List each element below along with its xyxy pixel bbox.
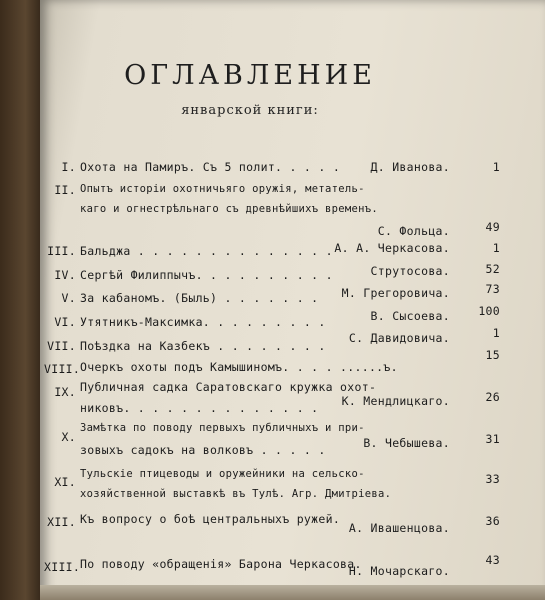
entry-title: Публичная садка Саратовскаго кружка охот- [80, 380, 377, 394]
entry-page: 33 [485, 472, 500, 486]
entry-number: IV. [54, 268, 76, 282]
entry-number: X. [61, 430, 76, 444]
entry-page: 100 [478, 304, 500, 318]
entry-number: II. [54, 183, 76, 197]
entry-number: IX. [54, 385, 76, 399]
entry-author: В. Сысоева. [370, 309, 450, 323]
entry-author: Струтосова. [370, 264, 450, 278]
entry-page: 1 [492, 326, 500, 340]
entry-title: Бальджа . . . . . . . . . . . . . . [80, 244, 333, 258]
entry-title: За кабаномъ. (Быль) . . . . . . . [80, 291, 319, 305]
entry-page: 73 [485, 282, 500, 296]
entry-title: Утятникъ-Максимка. . . . . . . . . [80, 315, 326, 329]
entry-author: К. Мендлицкаго. [341, 394, 450, 408]
entry-title: Очеркъ охоты подъ Камышиномъ. . . . ......ъ. [80, 360, 398, 374]
entry-title: Опытъ исторiи охотничьяго оружiя, метатель- [80, 183, 365, 195]
entry-title: По поводу «обращенiя» Барона Черкасова. [80, 557, 362, 571]
entry-page: 31 [485, 432, 500, 446]
page-title: ОГЛАВЛЕНИЕ [124, 60, 376, 91]
entry-number: XII. [47, 515, 76, 529]
entry-author: М. Грегоровича. [341, 286, 450, 300]
entry-author: А. Ивашенцова. [348, 521, 450, 535]
entry-title-cont: каго и огнестрѣльнаго съ древнѣйшихъ временъ. [80, 203, 378, 215]
page-bottom-edge [40, 585, 545, 600]
entry-title: Охота на Памиръ. Съ 5 полит. . . . . [80, 160, 341, 174]
entry-title-cont: хозяйственной выставкѣ въ Тулѣ. Агр. Дмитрiева. [80, 488, 392, 500]
entry-author: С. Фольца. [377, 224, 450, 238]
entry-number: XI. [54, 475, 76, 489]
entry-number: VII. [47, 339, 76, 353]
entry-page: 1 [492, 160, 500, 174]
entry-page: 52 [485, 262, 500, 276]
entry-page: 15 [485, 348, 500, 362]
entry-title-cont: никовъ. . . . . . . . . . . . . . [80, 401, 319, 415]
entry-title: Сергѣй Филиппычъ. . . . . . . . . . [80, 268, 333, 282]
entry-author: Д. Иванова. [370, 160, 450, 174]
entry-page: 36 [485, 514, 500, 528]
entry-author: С. Давидовича. [348, 331, 450, 345]
entry-number: V. [61, 291, 76, 305]
entry-author: В. Чебышева. [363, 436, 450, 450]
entry-title: Тульскiе птицеводы и оружейники на сельско- [80, 468, 365, 480]
page-subtitle: январской книги: [181, 103, 319, 118]
entry-page: 26 [485, 390, 500, 404]
entry-author: А. А. Черкасова. [334, 241, 450, 255]
entry-title: Замѣтка по поводу первыхъ публичныхъ и при- [80, 422, 365, 434]
entry-author: Н. Мочарскаго. [348, 564, 450, 578]
entry-title: Къ вопросу о боѣ центральныхъ ружей. [80, 512, 341, 526]
entry-number: VIII. [44, 362, 81, 376]
entry-number: I. [61, 160, 76, 174]
entry-page: 49 [485, 220, 500, 234]
entry-title-cont: зовыхъ садокъ на волковъ . . . . . [80, 443, 326, 457]
entry-number: VI. [54, 315, 76, 329]
entry-page: 1 [492, 241, 500, 255]
entry-title: Поѣздка на Казбекъ . . . . . . . . [80, 339, 326, 353]
entry-number: III. [47, 244, 76, 258]
entry-number: XIII. [44, 560, 81, 574]
entry-page: 43 [485, 553, 500, 567]
